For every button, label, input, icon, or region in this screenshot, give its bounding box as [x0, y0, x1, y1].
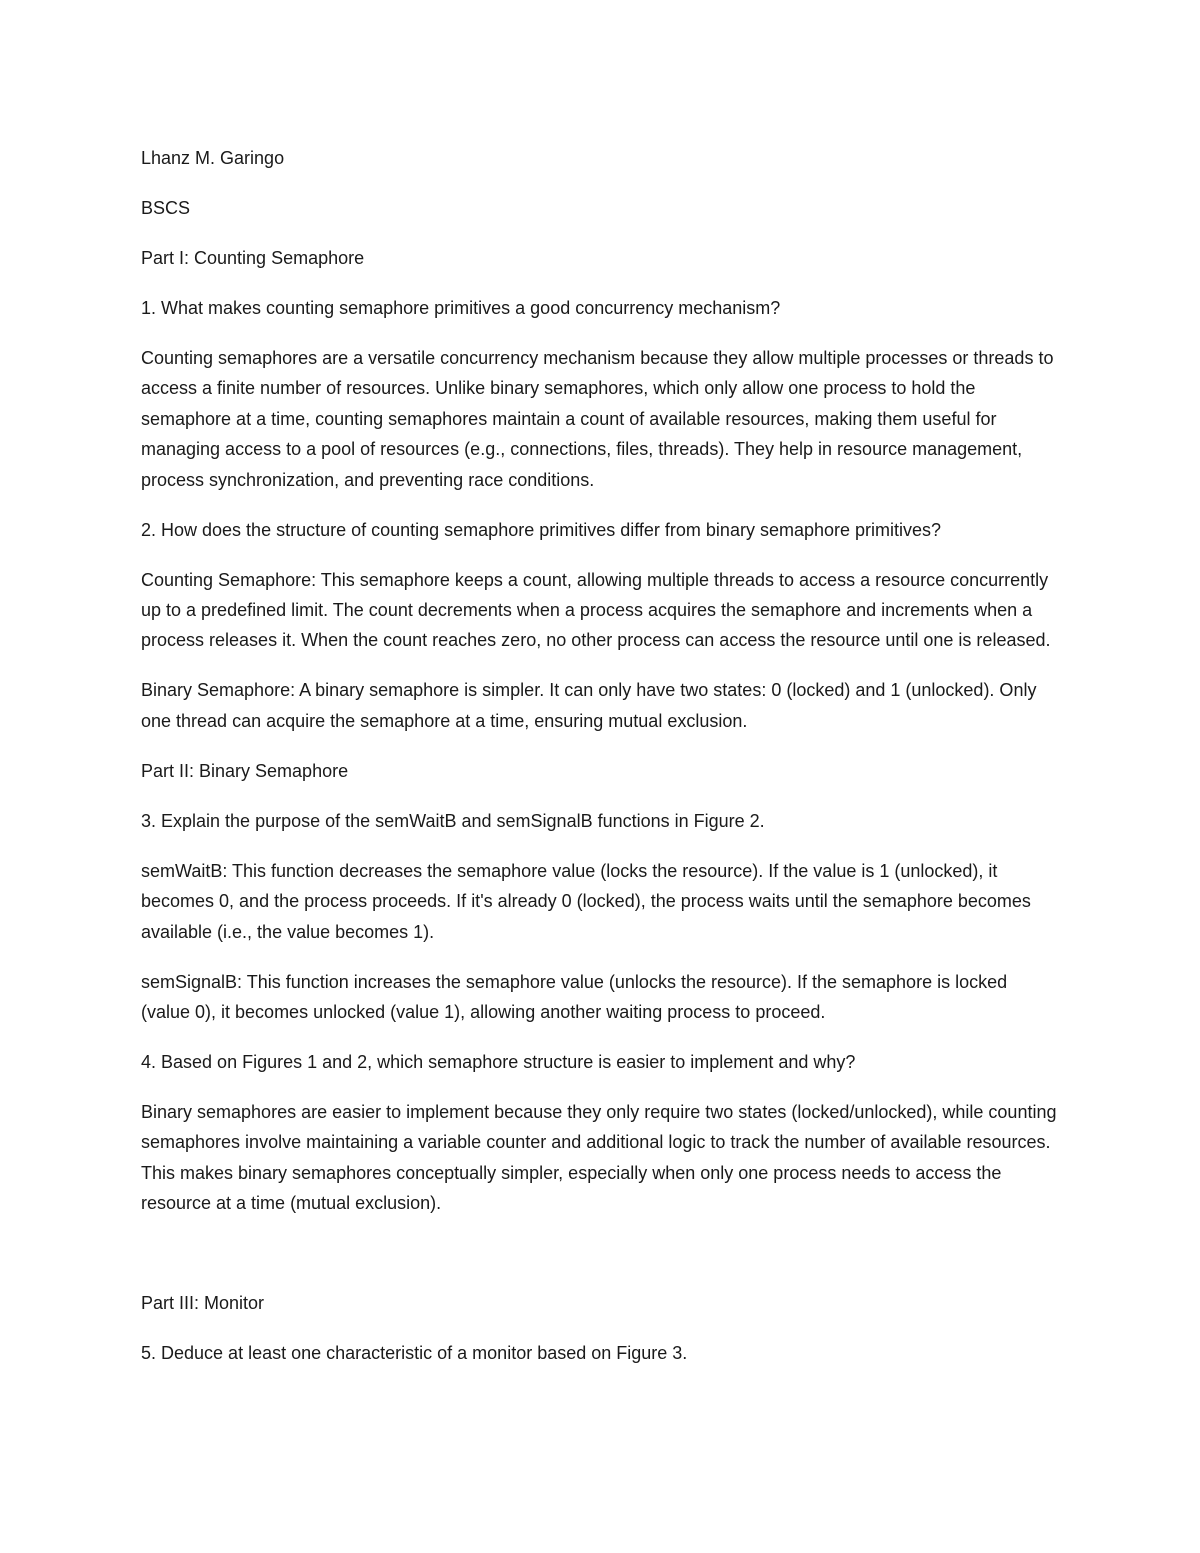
part3-heading: Part III: Monitor [141, 1293, 265, 1314]
part1-heading: Part I: Counting Semaphore [141, 248, 365, 268]
blank-line [141, 1238, 1061, 1288]
author-name: Lhanz M. Garingo [141, 148, 285, 168]
answer-2-counting: Counting Semaphore: This semaphore keeps a count, allowing multiple threads to access a resource concurrently up to a predefined limit. The count decrements when a process acquires the semaphore and increments when a process releases it. When the count reaches zero, no other process can access the resource until one is released. [141, 569, 1051, 651]
part2-heading: Part II: Binary Semaphore [141, 760, 349, 781]
question-2: 2. How does the structure of counting semaphore primitives differ from binary semaphore primitives? [141, 519, 942, 540]
question-4: 4. Based on Figures 1 and 2, which semaphore structure is easier to implement and why? [141, 1052, 856, 1073]
answer-2-binary: Binary Semaphore: A binary semaphore is simpler. It can only have two states: 0 (locked) and 1 (unlocked). Only one thread can acquire the semaphore at a time, ensuring mutual exclusion. [141, 680, 1037, 731]
program-name: BSCS [141, 198, 191, 218]
document-body [141, 143, 1061, 1388]
answer-4: Binary semaphores are easier to implement because they only require two states (locked/unlocked), while counting semaphores involve maintaining a variable counter and additional logic to track the number of available resources. This makes binary semaphores conceptually simpler, especially when only one process needs to access the resource at a time (mutual exclusion). [141, 1102, 1057, 1214]
answer-3-semsignalb: semSignalB: This function increases the semaphore value (unlocks the resource). If the semaphore is locked (value 0), it becomes unlocked (value 1), allowing another waiting process to proceed. [141, 971, 1008, 1023]
question-3: 3. Explain the purpose of the semWaitB and semSignalB functions in Figure 2. [141, 810, 765, 831]
answer-3-semwaitb: semWaitB: This function decreases the semaphore value (locks the resource). If the value is 1 (unlocked), it becomes 0, and the process proceeds. If it's already 0 (locked), the process waits until the semaphore becomes available (i.e., the value becomes 1). [141, 860, 1031, 942]
question-1: 1. What makes counting semaphore primitives a good concurrency mechanism? [141, 298, 781, 318]
question-5: 5. Deduce at least one characteristic of a monitor based on Figure 3. [141, 1343, 688, 1364]
answer-1: Counting semaphores are a versatile concurrency mechanism because they allow multiple processes or threads to access a finite number of resources. Unlike binary semaphores, which only allow one process to hold the semaphore at a time, counting semaphores maintain a count of available resources, making them useful for managing access to a pool of resources (e.g., connections, files, threads). They help in resource management, process synchronization, and preventing race conditions. [141, 348, 1054, 490]
